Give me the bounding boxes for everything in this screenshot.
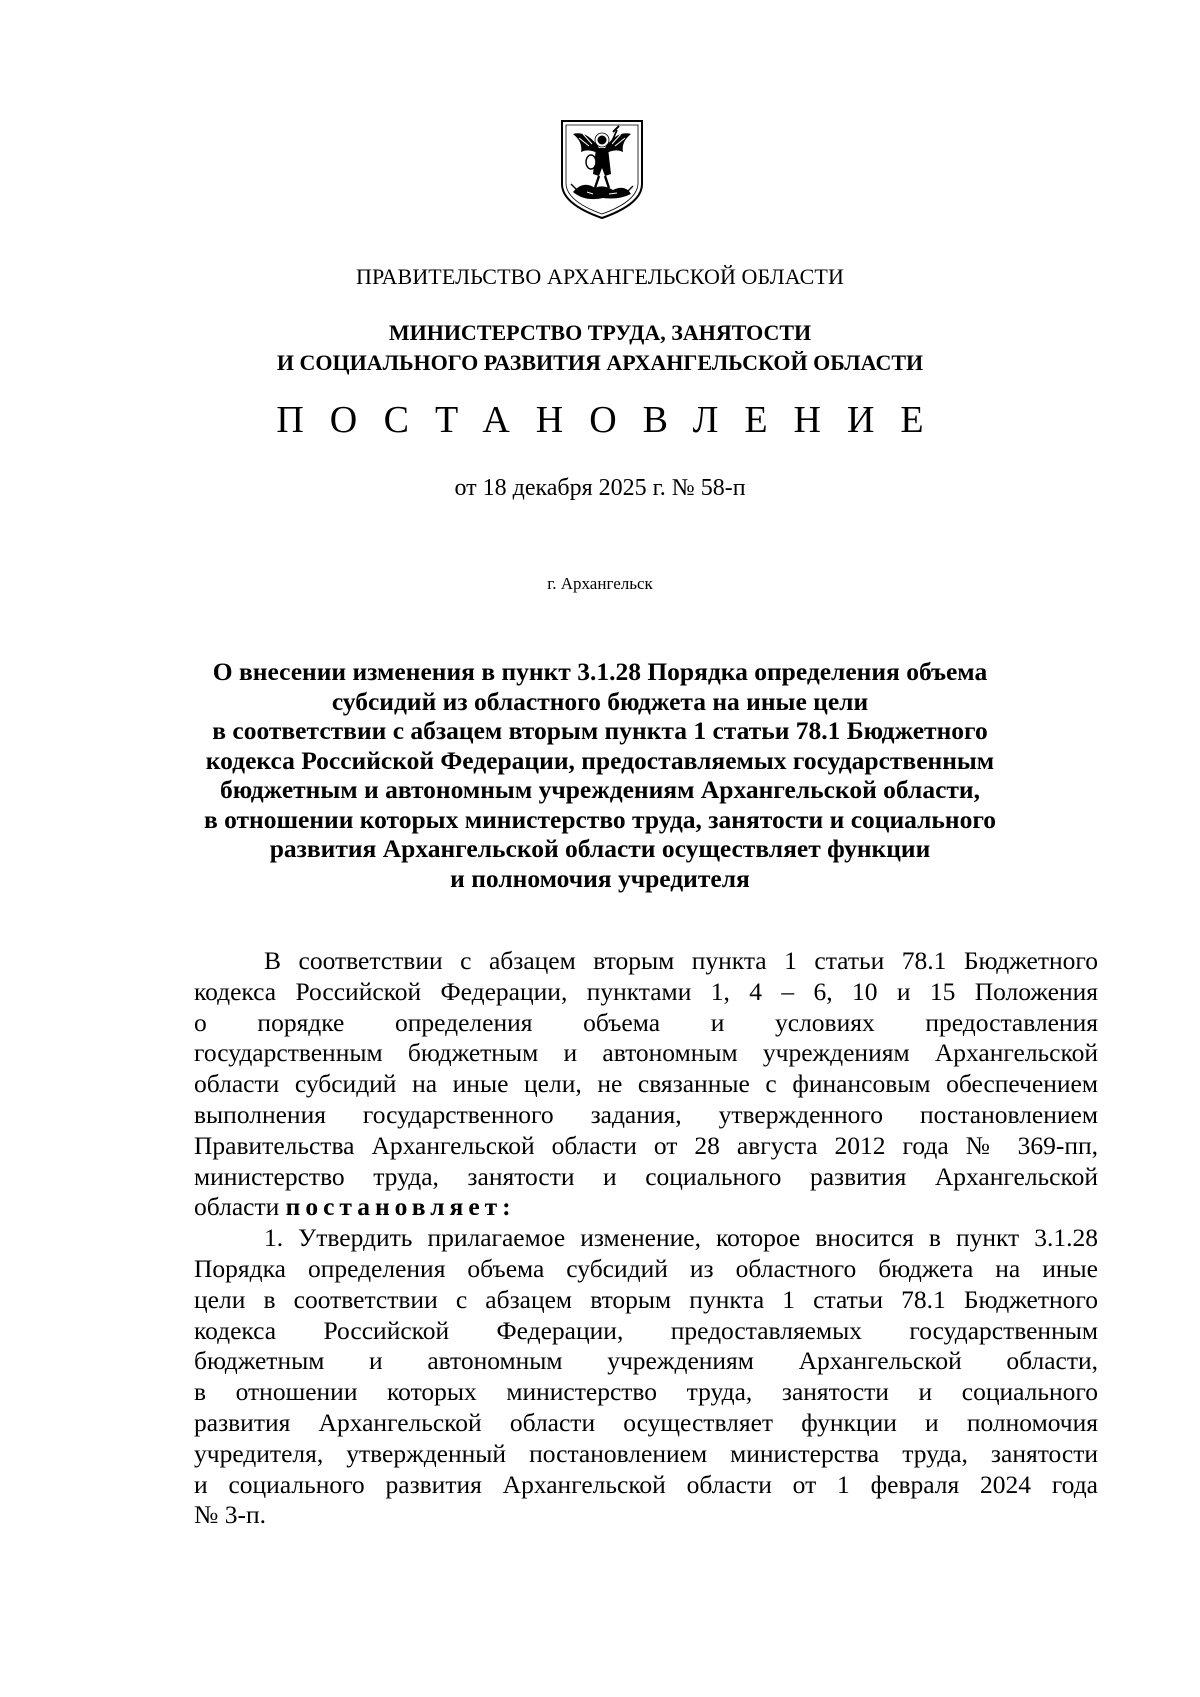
title-line: кодекса Российской Федерации, предоставляемых государственным	[205, 745, 995, 775]
body-line: бюджетным и автономным учреждениям Архангельской области,	[194, 1346, 1098, 1376]
document-city: г. Архангельск	[547, 574, 653, 593]
preamble-paragraph	[194, 946, 1098, 1223]
title-line: в соответствии с абзацем вторым пункта 1 статьи 78.1 Бюджетного	[212, 716, 988, 745]
resolve-word: постановляет:	[285, 1192, 516, 1222]
body-line: цели в соответствии с абзацем вторым пункта 1 статьи 78.1 Бюджетного	[194, 1284, 1098, 1314]
body-line: учредителя, утвержденный постановлением министерства труда, занятости	[194, 1438, 1098, 1468]
arkhangelsk-coat-of-arms-icon	[559, 118, 645, 220]
ministry-name-line: МИНИСТЕРСТВО ТРУДА, ЗАНЯТОСТИ	[388, 320, 812, 345]
document-body	[194, 946, 1098, 1531]
body-line: Правительства Архангельской области от 28 августа 2012 года № 369-пп,	[194, 1130, 1098, 1160]
ministry-name	[0, 318, 1200, 378]
document-date-number: от 18 декабря 2025 г. № 58-п	[454, 475, 746, 501]
body-line: выполнения государственного задания, утвержденного постановлением	[194, 1099, 1098, 1129]
body-line: области субсидий на иные цели, не связанные с финансовым обеспечением	[194, 1069, 1098, 1099]
document-type: ПОСТАНОВЛЕНИЕ	[276, 399, 950, 441]
document-title	[0, 657, 1200, 893]
title-line: О внесении изменения в пункт 3.1.28 Порядка определения объема	[212, 657, 988, 686]
title-line: и полномочия учредителя	[450, 863, 750, 893]
body-line: В соответствии с абзацем вторым пункта 1 статьи 78.1 Бюджетного	[264, 946, 1098, 975]
body-line: № 3-п.	[194, 1500, 266, 1530]
body-line: кодекса Российской Федерации, предоставляемых государственным	[194, 1315, 1098, 1345]
body-line: в отношении которых министерство труда, занятости и социального	[194, 1377, 1098, 1407]
government-name: ПРАВИТЕЛЬСТВО АРХАНГЕЛЬСКОЙ ОБЛАСТИ	[356, 264, 844, 289]
title-line: бюджетным и автономным учреждениям Архангельской области,	[220, 775, 980, 804]
item-1-paragraph	[194, 1223, 1098, 1531]
body-line: министерство труда, занятости и социального развития Архангельской	[194, 1161, 1098, 1191]
title-line: субсидий из областного бюджета на иные цели	[331, 686, 869, 716]
body-line: о порядке определения объема и условиях предоставления	[194, 1007, 1098, 1037]
title-line: развития Архангельской области осуществляет функции	[269, 834, 931, 863]
ministry-name-line: И СОЦИАЛЬНОГО РАЗВИТИЯ АРХАНГЕЛЬСКОЙ ОБЛАСТИ	[276, 350, 924, 375]
title-line: в отношении которых министерство труда, занятости и социального	[203, 804, 997, 834]
body-line: 1. Утвердить прилагаемое изменение, которое вносится в пункт 3.1.28	[264, 1223, 1098, 1253]
body-line: и социального развития Архангельской области от 1 февраля 2024 года	[194, 1469, 1098, 1499]
body-line	[194, 1192, 1098, 1223]
body-line: кодекса Российской Федерации, пунктами 1, 4 – 6, 10 и 15 Положения	[194, 976, 1098, 1006]
body-line: государственным бюджетным и автономным учреждениям Архангельской	[194, 1038, 1098, 1068]
body-line: развития Архангельской области осуществляет функции и полномочия	[194, 1407, 1098, 1437]
body-line: Порядка определения объема субсидий из областного бюджета на иные	[194, 1253, 1098, 1283]
body-line-prefix: области	[194, 1192, 286, 1222]
